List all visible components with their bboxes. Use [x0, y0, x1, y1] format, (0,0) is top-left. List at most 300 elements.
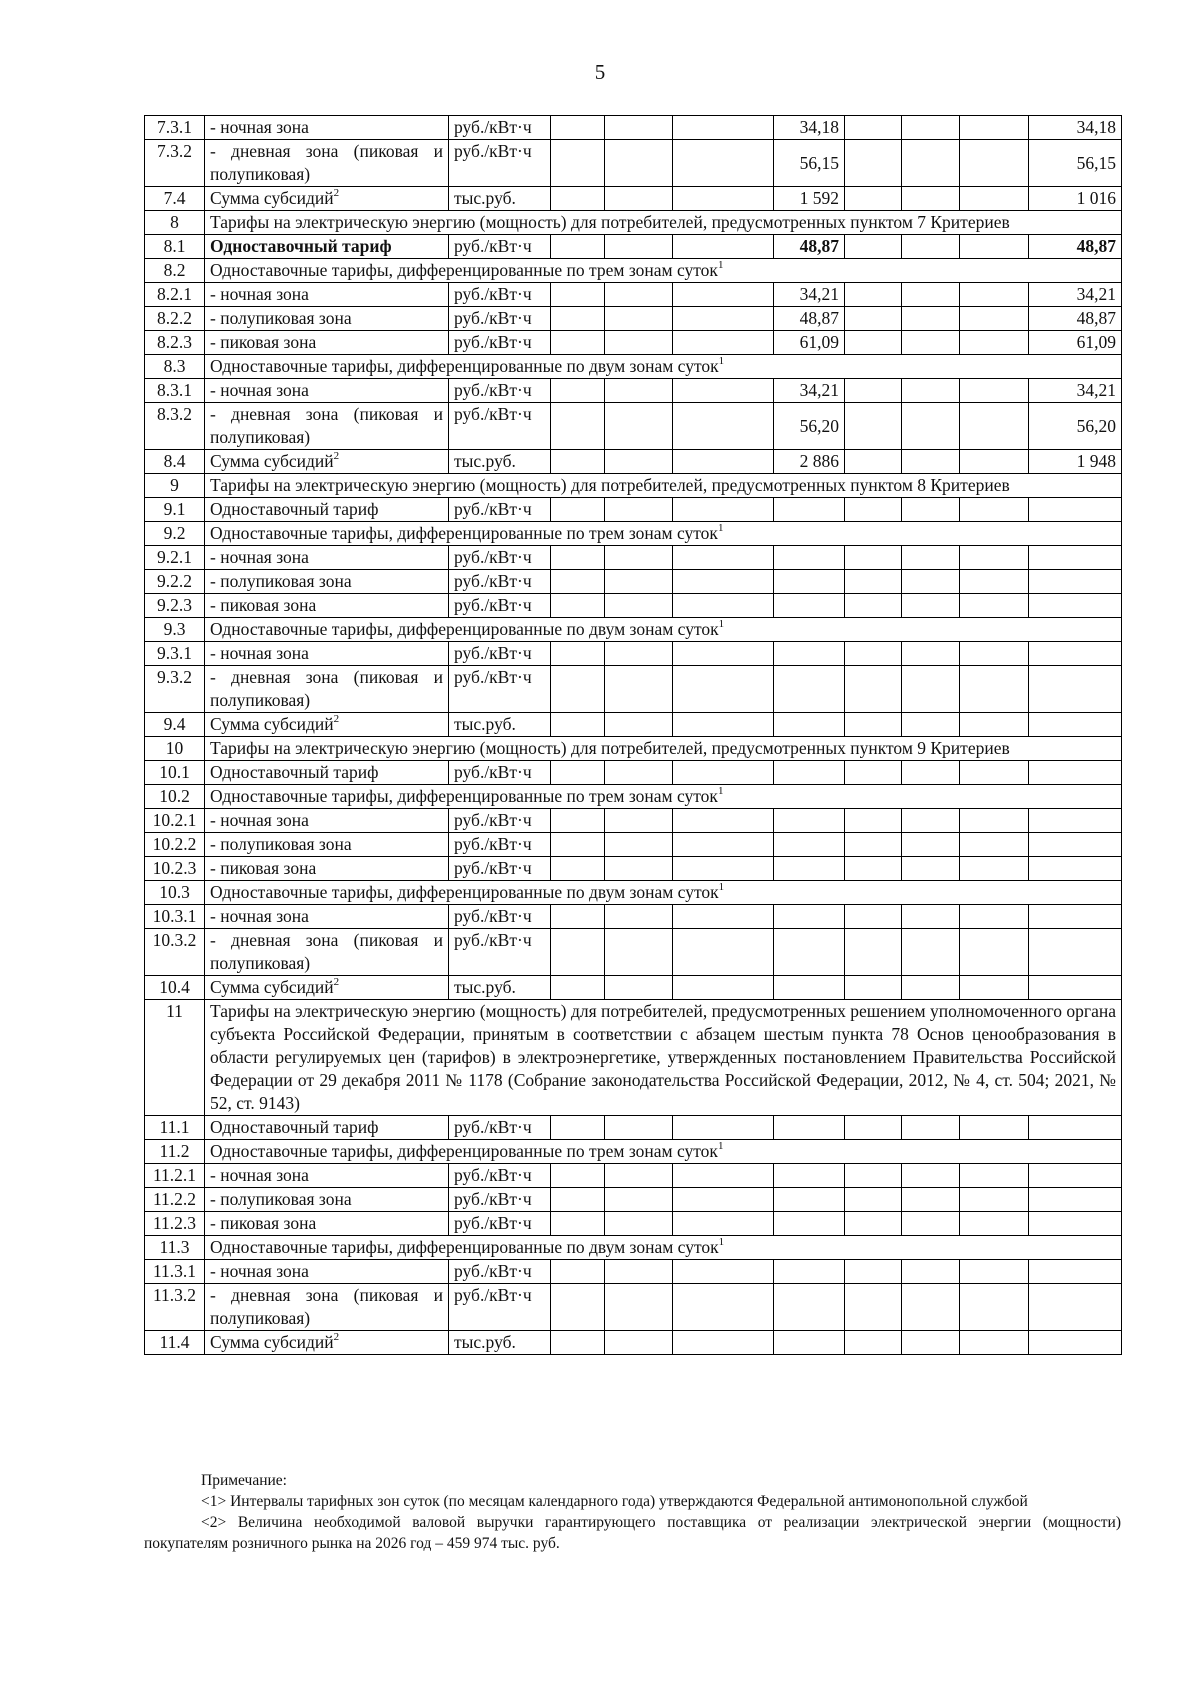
value-cell: [1029, 857, 1122, 881]
value-cell: [605, 905, 673, 929]
value-cell: [1029, 546, 1122, 570]
value-cell: [960, 1284, 1029, 1331]
value-cell: [551, 187, 605, 211]
row-name: - полупиковая зона: [205, 570, 449, 594]
value-cell: [902, 546, 960, 570]
value-cell: [902, 1260, 960, 1284]
row-number: 9.3.2: [145, 666, 205, 713]
value-cell: [845, 498, 902, 522]
table-row: [145, 666, 1122, 713]
value-cell: [605, 379, 673, 403]
value-cell: [845, 187, 902, 211]
value-cell: [673, 546, 774, 570]
value-cell: [960, 594, 1029, 618]
value-cell: [845, 1331, 902, 1355]
row-number: 10.2.2: [145, 833, 205, 857]
value-cell: [960, 187, 1029, 211]
row-unit: тыс.руб.: [449, 187, 551, 211]
section-heading: Тарифы на электрическую энергию (мощность) для потребителей, предусмотренных пунктом 7 Критериев: [205, 211, 1122, 235]
row-unit: тыс.руб.: [449, 1331, 551, 1355]
value-cell: [845, 283, 902, 307]
value-cell: [673, 929, 774, 976]
section-heading: Одноставочные тарифы, дифференцированные по трем зонам суток$^1$: [205, 785, 1122, 809]
value-cell: 48,87: [1029, 235, 1122, 259]
value-cell: [673, 331, 774, 355]
value-cell: [605, 1164, 673, 1188]
value-cell: [902, 235, 960, 259]
value-cell: [774, 1284, 845, 1331]
value-cell: [960, 1260, 1029, 1284]
value-cell: [902, 283, 960, 307]
footnote-ref: 2: [333, 1331, 340, 1344]
row-name: - полупиковая зона: [205, 307, 449, 331]
row-number: 10.3.1: [145, 905, 205, 929]
value-cell: [960, 1188, 1029, 1212]
value-cell: [774, 1116, 845, 1140]
row-name: - пиковая зона: [205, 594, 449, 618]
value-cell: 34,21: [1029, 283, 1122, 307]
row-unit: руб./кВт·ч: [449, 905, 551, 929]
value-cell: [960, 833, 1029, 857]
value-cell: [960, 666, 1029, 713]
value-cell: [960, 713, 1029, 737]
row-unit: руб./кВт·ч: [449, 1260, 551, 1284]
value-cell: [845, 666, 902, 713]
value-cell: [845, 833, 902, 857]
value-cell: [605, 857, 673, 881]
value-cell: [673, 642, 774, 666]
row-name: - полупиковая зона: [205, 1188, 449, 1212]
section-heading: Тарифы на электрическую энергию (мощность) для потребителей, предусмотренных пунктом 8 Критериев: [205, 474, 1122, 498]
row-number: 8.4: [145, 450, 205, 474]
table-row: [145, 211, 1122, 235]
section-heading: Тарифы на электрическую энергию (мощность) для потребителей, предусмотренных пунктом 9 Критериев: [205, 737, 1122, 761]
note-item-1: <1> Интервалы тарифных зон суток (по месяцам календарного года) утверждаются Федеральной антимонопольной службой: [201, 1493, 1028, 1510]
table-row: [145, 761, 1122, 785]
table-row: [145, 785, 1122, 809]
value-cell: [605, 140, 673, 187]
value-cell: [605, 570, 673, 594]
table-row: [145, 1236, 1122, 1260]
value-cell: [845, 235, 902, 259]
value-cell: 1 016: [1029, 187, 1122, 211]
row-unit: руб./кВт·ч: [449, 929, 551, 976]
value-cell: [673, 1188, 774, 1212]
value-cell: [551, 713, 605, 737]
value-cell: [902, 140, 960, 187]
value-cell: [551, 1212, 605, 1236]
value-cell: [1029, 833, 1122, 857]
footnote-ref: 2: [333, 713, 340, 726]
row-number: 7.4: [145, 187, 205, 211]
value-cell: [845, 1188, 902, 1212]
value-cell: [774, 905, 845, 929]
row-number: 8.1: [145, 235, 205, 259]
value-cell: [902, 116, 960, 140]
value-cell: 48,87: [1029, 307, 1122, 331]
section-heading: Одноставочные тарифы, дифференцированные по трем зонам суток$^1$: [205, 259, 1122, 283]
value-cell: [551, 140, 605, 187]
value-cell: [902, 379, 960, 403]
value-cell: [960, 1212, 1029, 1236]
value-cell: [605, 403, 673, 450]
value-cell: [551, 976, 605, 1000]
row-unit: руб./кВт·ч: [449, 283, 551, 307]
value-cell: [605, 498, 673, 522]
value-cell: 34,21: [774, 283, 845, 307]
row-name: Одноставочный тариф: [205, 761, 449, 785]
table-row: [145, 809, 1122, 833]
row-number: 9: [145, 474, 205, 498]
row-name: - ночная зона: [205, 1260, 449, 1284]
value-cell: [845, 857, 902, 881]
row-number: 7.3.1: [145, 116, 205, 140]
row-number: 9.2.3: [145, 594, 205, 618]
row-name: Одноставочный тариф: [205, 1116, 449, 1140]
section-heading: Одноставочные тарифы, дифференцированные по двум зонам суток$^1$: [205, 355, 1122, 379]
value-cell: [551, 642, 605, 666]
row-number: 9.2.1: [145, 546, 205, 570]
value-cell: 56,15: [1029, 140, 1122, 187]
value-cell: [673, 857, 774, 881]
row-unit: руб./кВт·ч: [449, 1116, 551, 1140]
value-cell: [774, 498, 845, 522]
value-cell: [673, 761, 774, 785]
value-cell: [902, 857, 960, 881]
row-name: - дневная зона (пиковая и полупиковая): [205, 666, 449, 713]
value-cell: [605, 976, 673, 1000]
row-number: 8.2.1: [145, 283, 205, 307]
value-cell: [673, 713, 774, 737]
row-unit: руб./кВт·ч: [449, 1284, 551, 1331]
row-number: 10.3.2: [145, 929, 205, 976]
value-cell: [845, 403, 902, 450]
section-heading: Одноставочные тарифы, дифференцированные по двум зонам суток$^1$: [205, 618, 1122, 642]
value-cell: [902, 905, 960, 929]
value-cell: [1029, 642, 1122, 666]
row-number: 10.2.3: [145, 857, 205, 881]
value-cell: [902, 809, 960, 833]
value-cell: [605, 833, 673, 857]
footnote-ref: 1: [718, 1236, 725, 1249]
value-cell: [551, 1331, 605, 1355]
value-cell: 56,20: [774, 403, 845, 450]
value-cell: [551, 403, 605, 450]
value-cell: [902, 1164, 960, 1188]
value-cell: [605, 1212, 673, 1236]
row-unit: руб./кВт·ч: [449, 1164, 551, 1188]
value-cell: [902, 642, 960, 666]
value-cell: [605, 307, 673, 331]
value-cell: [902, 450, 960, 474]
value-cell: [774, 809, 845, 833]
value-cell: [605, 283, 673, 307]
footnote-ref: 1: [717, 259, 724, 272]
row-number: 11.3.1: [145, 1260, 205, 1284]
value-cell: [1029, 713, 1122, 737]
value-cell: [960, 809, 1029, 833]
row-unit: руб./кВт·ч: [449, 761, 551, 785]
row-number: 11.1: [145, 1116, 205, 1140]
value-cell: [673, 1116, 774, 1140]
table-row: [145, 1331, 1122, 1355]
row-number: 11.2.3: [145, 1212, 205, 1236]
table-row: [145, 522, 1122, 546]
value-cell: [845, 450, 902, 474]
row-name: - пиковая зона: [205, 331, 449, 355]
value-cell: [551, 116, 605, 140]
value-cell: [902, 666, 960, 713]
value-cell: [845, 905, 902, 929]
row-number: 11.4: [145, 1331, 205, 1355]
value-cell: [605, 116, 673, 140]
table-row: [145, 713, 1122, 737]
value-cell: [551, 283, 605, 307]
value-cell: [845, 761, 902, 785]
value-cell: [673, 976, 774, 1000]
value-cell: [673, 379, 774, 403]
row-name: - пиковая зона: [205, 1212, 449, 1236]
value-cell: [605, 235, 673, 259]
table-row: [145, 833, 1122, 857]
row-unit: руб./кВт·ч: [449, 546, 551, 570]
row-unit: тыс.руб.: [449, 976, 551, 1000]
value-cell: [551, 833, 605, 857]
row-unit: руб./кВт·ч: [449, 857, 551, 881]
table-row: [145, 379, 1122, 403]
value-cell: [551, 1164, 605, 1188]
footnote-ref: 1: [718, 618, 725, 631]
footnote-ref: 2: [333, 450, 340, 463]
value-cell: [551, 761, 605, 785]
table-row: [145, 403, 1122, 450]
value-cell: [605, 642, 673, 666]
value-cell: [605, 1188, 673, 1212]
value-cell: [673, 1284, 774, 1331]
value-cell: [774, 713, 845, 737]
row-number: 9.1: [145, 498, 205, 522]
row-unit: руб./кВт·ч: [449, 379, 551, 403]
row-unit: руб./кВт·ч: [449, 307, 551, 331]
row-name: - ночная зона: [205, 642, 449, 666]
value-cell: [960, 379, 1029, 403]
value-cell: 34,18: [774, 116, 845, 140]
table-row: [145, 259, 1122, 283]
value-cell: [960, 761, 1029, 785]
value-cell: 1 592: [774, 187, 845, 211]
value-cell: [902, 976, 960, 1000]
value-cell: 48,87: [774, 307, 845, 331]
value-cell: [902, 570, 960, 594]
value-cell: [774, 570, 845, 594]
value-cell: 48,87: [774, 235, 845, 259]
value-cell: [960, 857, 1029, 881]
value-cell: [774, 666, 845, 713]
table-row: [145, 283, 1122, 307]
value-cell: [774, 1331, 845, 1355]
value-cell: [605, 331, 673, 355]
value-cell: [845, 1164, 902, 1188]
value-cell: [605, 594, 673, 618]
row-number: 11.2.1: [145, 1164, 205, 1188]
value-cell: [845, 594, 902, 618]
row-name: Одноставочный тариф: [205, 235, 449, 259]
table-row: [145, 929, 1122, 976]
page-number: 5: [594, 60, 606, 84]
value-cell: [551, 498, 605, 522]
value-cell: [673, 498, 774, 522]
value-cell: [960, 976, 1029, 1000]
row-name: - дневная зона (пиковая и полупиковая): [205, 140, 449, 187]
value-cell: [551, 857, 605, 881]
value-cell: [1029, 498, 1122, 522]
row-name: - ночная зона: [205, 809, 449, 833]
row-name: - дневная зона (пиковая и полупиковая): [205, 1284, 449, 1331]
value-cell: [960, 283, 1029, 307]
row-number: 10: [145, 737, 205, 761]
value-cell: [902, 331, 960, 355]
value-cell: [774, 929, 845, 976]
value-cell: [605, 929, 673, 976]
row-name: Сумма субсидий$^2$: [205, 1331, 449, 1355]
row-name: - ночная зона: [205, 379, 449, 403]
table-row: [145, 187, 1122, 211]
value-cell: [551, 666, 605, 713]
value-cell: [960, 116, 1029, 140]
value-cell: [960, 929, 1029, 976]
value-cell: [605, 1260, 673, 1284]
value-cell: 61,09: [1029, 331, 1122, 355]
value-cell: [960, 403, 1029, 450]
value-cell: [845, 1116, 902, 1140]
row-unit: руб./кВт·ч: [449, 809, 551, 833]
table-row: [145, 307, 1122, 331]
value-cell: [1029, 809, 1122, 833]
table-row: [145, 1116, 1122, 1140]
table-row: [145, 331, 1122, 355]
value-cell: [605, 761, 673, 785]
value-cell: [845, 929, 902, 976]
value-cell: [1029, 905, 1122, 929]
row-number: 9.2: [145, 522, 205, 546]
row-unit: руб./кВт·ч: [449, 140, 551, 187]
value-cell: [1029, 1284, 1122, 1331]
value-cell: [605, 1331, 673, 1355]
footnote-ref: 1: [717, 785, 724, 798]
footnote-ref: 1: [717, 1140, 724, 1153]
value-cell: [673, 1331, 774, 1355]
row-number: 9.3: [145, 618, 205, 642]
value-cell: [551, 809, 605, 833]
row-number: 7.3.2: [145, 140, 205, 187]
row-number: 8.3.2: [145, 403, 205, 450]
value-cell: [902, 498, 960, 522]
value-cell: [960, 905, 1029, 929]
value-cell: [1029, 594, 1122, 618]
value-cell: [960, 450, 1029, 474]
value-cell: 56,15: [774, 140, 845, 187]
value-cell: [605, 450, 673, 474]
value-cell: [960, 331, 1029, 355]
value-cell: [551, 1116, 605, 1140]
value-cell: [673, 235, 774, 259]
value-cell: [551, 1260, 605, 1284]
value-cell: [605, 546, 673, 570]
footnote-ref: 1: [718, 355, 725, 368]
value-cell: [673, 594, 774, 618]
notes-heading: Примечание:: [201, 1472, 287, 1489]
value-cell: [605, 1284, 673, 1331]
row-unit: руб./кВт·ч: [449, 235, 551, 259]
value-cell: [551, 1188, 605, 1212]
table-row: [145, 140, 1122, 187]
row-unit: руб./кВт·ч: [449, 331, 551, 355]
table-row: [145, 1188, 1122, 1212]
value-cell: 34,21: [774, 379, 845, 403]
value-cell: [902, 929, 960, 976]
value-cell: [605, 187, 673, 211]
value-cell: [774, 761, 845, 785]
value-cell: [673, 403, 774, 450]
value-cell: [902, 1188, 960, 1212]
value-cell: [960, 140, 1029, 187]
value-cell: [673, 1260, 774, 1284]
row-number: 8: [145, 211, 205, 235]
value-cell: [551, 307, 605, 331]
footnote-ref: 2: [333, 187, 340, 200]
value-cell: [845, 976, 902, 1000]
value-cell: [1029, 929, 1122, 976]
row-number: 10.2: [145, 785, 205, 809]
row-number: 9.2.2: [145, 570, 205, 594]
value-cell: [902, 307, 960, 331]
value-cell: [902, 1212, 960, 1236]
value-cell: [673, 809, 774, 833]
row-name: - ночная зона: [205, 116, 449, 140]
value-cell: [551, 570, 605, 594]
value-cell: [605, 713, 673, 737]
row-number: 8.3.1: [145, 379, 205, 403]
value-cell: [774, 546, 845, 570]
table-row: [145, 474, 1122, 498]
row-unit: руб./кВт·ч: [449, 116, 551, 140]
value-cell: [673, 666, 774, 713]
value-cell: [1029, 1116, 1122, 1140]
section-heading: Одноставочные тарифы, дифференцированные по двум зонам суток$^1$: [205, 1236, 1122, 1260]
value-cell: [845, 546, 902, 570]
row-unit: руб./кВт·ч: [449, 642, 551, 666]
row-name: - дневная зона (пиковая и полупиковая): [205, 403, 449, 450]
row-name: - ночная зона: [205, 905, 449, 929]
value-cell: [902, 594, 960, 618]
row-name: Сумма субсидий$^2$: [205, 713, 449, 737]
value-cell: [960, 307, 1029, 331]
row-number: 10.2.1: [145, 809, 205, 833]
value-cell: [960, 235, 1029, 259]
section-heading: Одноставочные тарифы, дифференцированные по трем зонам суток$^1$: [205, 1140, 1122, 1164]
table-row: [145, 881, 1122, 905]
value-cell: [551, 594, 605, 618]
row-name: - ночная зона: [205, 283, 449, 307]
table-row: [145, 642, 1122, 666]
table-row: [145, 116, 1122, 140]
value-cell: [774, 976, 845, 1000]
value-cell: [551, 450, 605, 474]
value-cell: [774, 1188, 845, 1212]
value-cell: [551, 905, 605, 929]
row-number: 11: [145, 1000, 205, 1116]
row-number: 11.3: [145, 1236, 205, 1260]
